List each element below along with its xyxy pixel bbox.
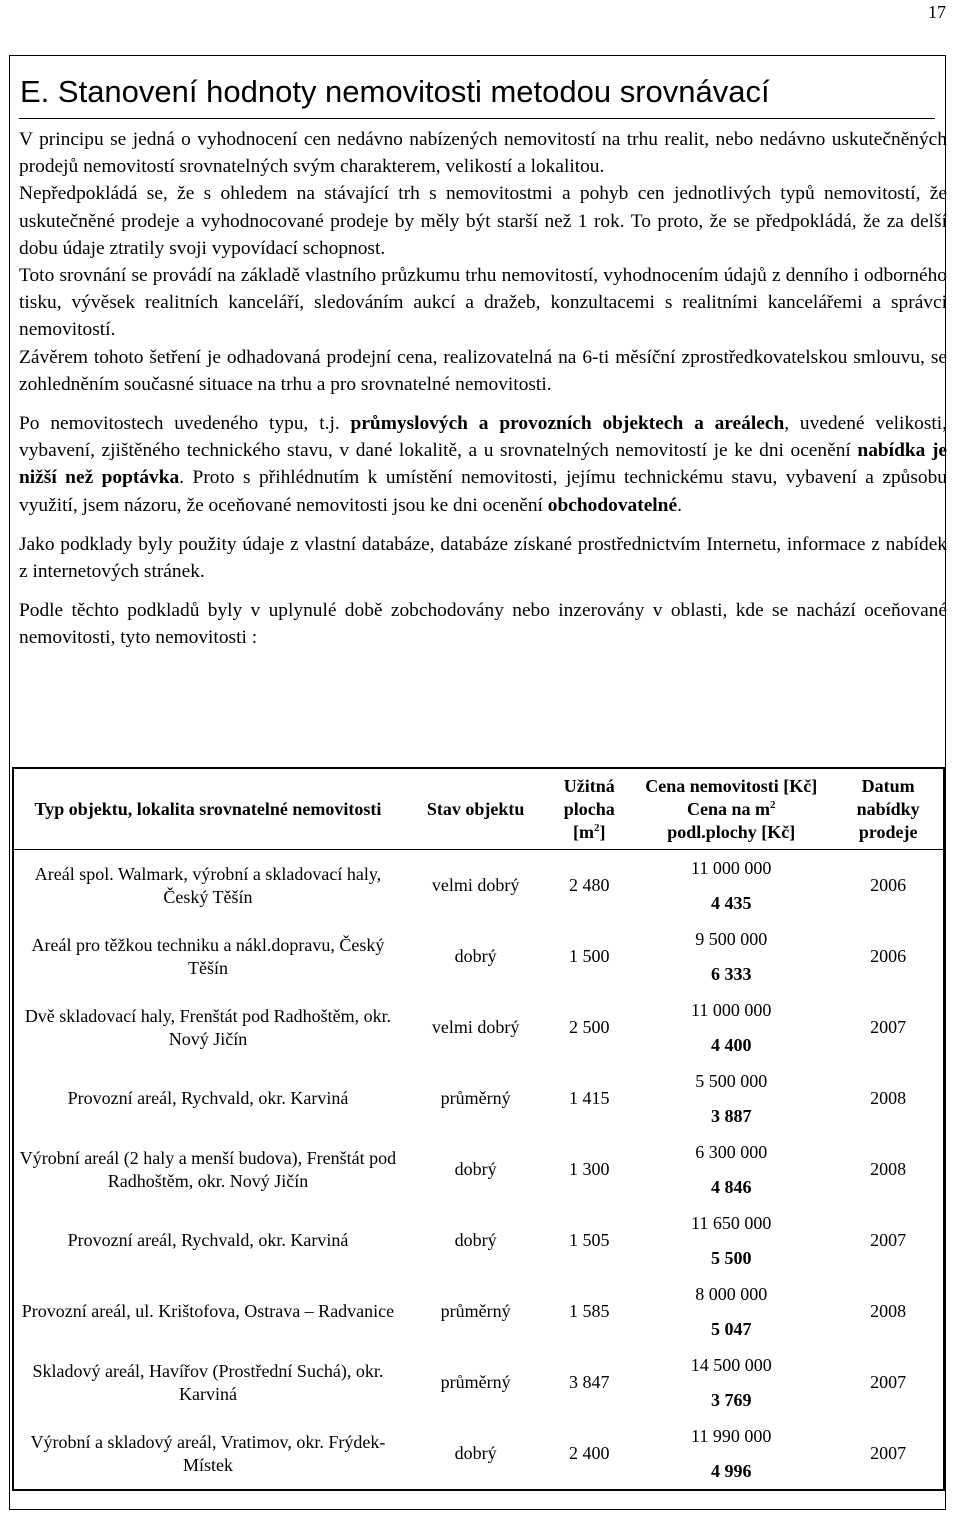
paragraph-market [19, 410, 947, 519]
price-per-m2: 4 435 [710, 893, 752, 913]
cell-price [629, 1205, 833, 1276]
cell-area: 2 500 [569, 1017, 610, 1037]
cell-state: průměrný [440, 1088, 511, 1108]
price-total: 11 000 000 [691, 1000, 772, 1020]
cell-state: průměrný [440, 1301, 511, 1321]
cell-date: 2007 [870, 1372, 907, 1392]
cell-type: Areál pro těžkou techniku a nákl.dopravu, Český Těšín [31, 934, 385, 978]
header-price: Cena nemovitosti [Kč] Cena na $m^2$ podl.plochy [Kč] [629, 768, 833, 850]
market-bold-3: obchodovatelné [547, 494, 678, 516]
price-total: 8 000 000 [695, 1284, 768, 1304]
cell-state: velmi dobrý [431, 1017, 520, 1037]
cell-state: dobrý [454, 946, 497, 966]
cell-price [629, 992, 833, 1063]
price-per-m2: 3 887 [710, 1106, 752, 1126]
cell-type: Provozní areál, ul. Krištofova, Ostrava – Radvanice [21, 1301, 395, 1321]
cell-type: Areál spol. Walmark, výrobní a skladovací haly, Český Těšín [34, 863, 382, 907]
paragraph-sources: Toto srovnání se provádí na základě vlastního průzkumu trhu nemovitostí, vyhodnocením údajů z denního i odborného tisku, vývěsek realitních kanceláří, sledováním aukcí a dražeb, konzultacemi s realitními kancelářemi a správci nemovitostí. [19, 265, 947, 341]
table-row [13, 992, 944, 1063]
cell-state: velmi dobrý [431, 875, 520, 895]
cell-area: 2 480 [569, 875, 610, 895]
cell-type: Dvě skladovací haly, Frenštát pod Radhoštěm, okr. Nový Jičín [24, 1005, 392, 1049]
cell-area: 1 585 [569, 1301, 610, 1321]
cell-state: dobrý [454, 1230, 497, 1250]
cell-date: 2008 [870, 1088, 907, 1108]
price-total: 11 990 000 [691, 1426, 772, 1446]
cell-price [629, 1063, 833, 1134]
price-per-m2: 5 047 [710, 1319, 752, 1339]
price-per-m2: 6 333 [710, 964, 752, 984]
price-total: 5 500 000 [695, 1071, 768, 1091]
price-total: 9 500 000 [695, 929, 768, 949]
table-row [13, 921, 944, 992]
market-text-3: . Proto s přihlédnutím k umístění nemovitosti, jejímu technickému stavu, vybavení a způsobu využití, jsem názoru, že oceňované nemovitosti jsou ke dni ocenění [19, 467, 947, 516]
cell-price [629, 1134, 833, 1205]
cell-type: Provozní areál, Rychvald, okr. Karviná [67, 1230, 349, 1250]
price-per-m2: 5 500 [710, 1248, 752, 1268]
cell-price [629, 850, 833, 922]
title-underline [19, 118, 935, 119]
table-row [13, 1063, 944, 1134]
header-state: Stav objektu [402, 768, 549, 850]
table-body [13, 850, 944, 1491]
header-date: Datum nabídky prodeje [833, 768, 944, 850]
table-row [13, 1418, 944, 1490]
table-row [13, 1205, 944, 1276]
market-bold-1: průmyslových a provozních objektech a areálech [350, 413, 785, 435]
price-total: 14 500 000 [690, 1355, 772, 1375]
table-row [13, 850, 944, 922]
cell-price [629, 921, 833, 992]
price-total: 6 300 000 [695, 1142, 768, 1162]
cell-type: Provozní areál, Rychvald, okr. Karviná [67, 1088, 349, 1108]
table-row [13, 1276, 944, 1347]
cell-area: 3 847 [569, 1372, 610, 1392]
header-type: Typ objektu, lokalita srovnatelné nemovitosti [13, 768, 402, 850]
body-text [19, 126, 947, 652]
cell-type: Skladový areál, Havířov (Prostřední Suchá), okr. Karviná [32, 1360, 384, 1404]
paragraph-intro: V principu se jedná o vyhodnocení cen nedávno nabízených nemovitostí na trhu realit, nebo nedávno uskutečněných prodejů nemovitostí srovnatelných svým charakterem, velikostí a lokalitou. [19, 129, 947, 178]
cell-price [629, 1276, 833, 1347]
cell-area: 1 300 [569, 1159, 610, 1179]
cell-type: Výrobní a skladový areál, Vratimov, okr. Frýdek-Místek [30, 1431, 386, 1475]
market-text-2: , uvedené velikosti, vybavení, zjištěného technického stavu, v dané lokalitě, a u srovnatelných nemovitostí je ke dni ocenění [19, 413, 948, 462]
cell-date: 2007 [870, 1017, 907, 1037]
price-per-m2: 4 846 [710, 1177, 752, 1197]
table-header-row [13, 768, 944, 850]
cell-state: průměrný [440, 1372, 511, 1392]
price-total: 11 650 000 [691, 1213, 772, 1233]
cell-price [629, 1418, 833, 1490]
market-text-4: . [677, 494, 682, 516]
cell-date: 2008 [870, 1159, 907, 1179]
market-bold-2: nabídka je nižší než poptávka [19, 440, 948, 489]
paragraph-data-sources: Jako podklady byly použity údaje z vlastní databáze, databáze získané prostřednictvím Internetu, informace z nabídek z internetových stránek. [19, 533, 947, 583]
cell-price [629, 1347, 833, 1418]
section-title: E. Stanovení hodnoty nemovitosti metodou srovnávací [20, 74, 770, 109]
table-row [13, 1134, 944, 1205]
cell-type: Výrobní areál (2 haly a menší budova), Frenštát pod Radhoštěm, okr. Nový Jičín [19, 1147, 397, 1191]
cell-state: dobrý [454, 1443, 497, 1463]
cell-area: 1 415 [569, 1088, 610, 1108]
table-row [13, 1347, 944, 1418]
price-per-m2: 3 769 [710, 1390, 752, 1410]
cell-date: 2006 [870, 875, 907, 895]
cell-date: 2007 [870, 1230, 907, 1250]
price-per-m2: 4 996 [710, 1461, 752, 1481]
paragraph-table-intro: Podle těchto podkladů byly v uplynulé době zobchodovány nebo inzerovány v oblasti, kde se nachází oceňované nemovitosti, tyto nemovitosti : [19, 600, 947, 649]
cell-area: 1 500 [569, 946, 610, 966]
cell-area: 2 400 [569, 1443, 610, 1463]
header-area: Užitná plocha $[m^2]$ [549, 768, 629, 850]
cell-date: 2008 [870, 1301, 907, 1321]
cell-date: 2007 [870, 1443, 907, 1463]
paragraph-conclusion: Závěrem tohoto šetření je odhadovaná prodejní cena, realizovatelná na 6-ti měsíční zprostředkovatelskou smlouvu, se zohledněním současné situace na trhu a pro srovnatelné nemovitosti. [19, 346, 947, 395]
cell-state: dobrý [454, 1159, 497, 1179]
market-text-1: Po nemovitostech uvedeného typu, t.j. [19, 413, 351, 435]
price-total: 11 000 000 [691, 858, 772, 878]
cell-area: 1 505 [569, 1230, 610, 1250]
cell-date: 2006 [870, 946, 907, 966]
price-per-m2: 4 400 [710, 1035, 752, 1055]
page-number: 17 [928, 2, 946, 22]
paragraph-age: Nepředpokládá se, že s ohledem na stávající trh s nemovitostmi a pohyb cen jednotlivých typů nemovitostí, že uskutečněné prodeje a vyhodnocované prodeje by měly být starší než 1 rok. To proto, že se předpokládá, že za delší dobu údaje ztratily svoji vypovídací schopnost. [19, 183, 947, 259]
comparison-table [12, 767, 945, 1491]
